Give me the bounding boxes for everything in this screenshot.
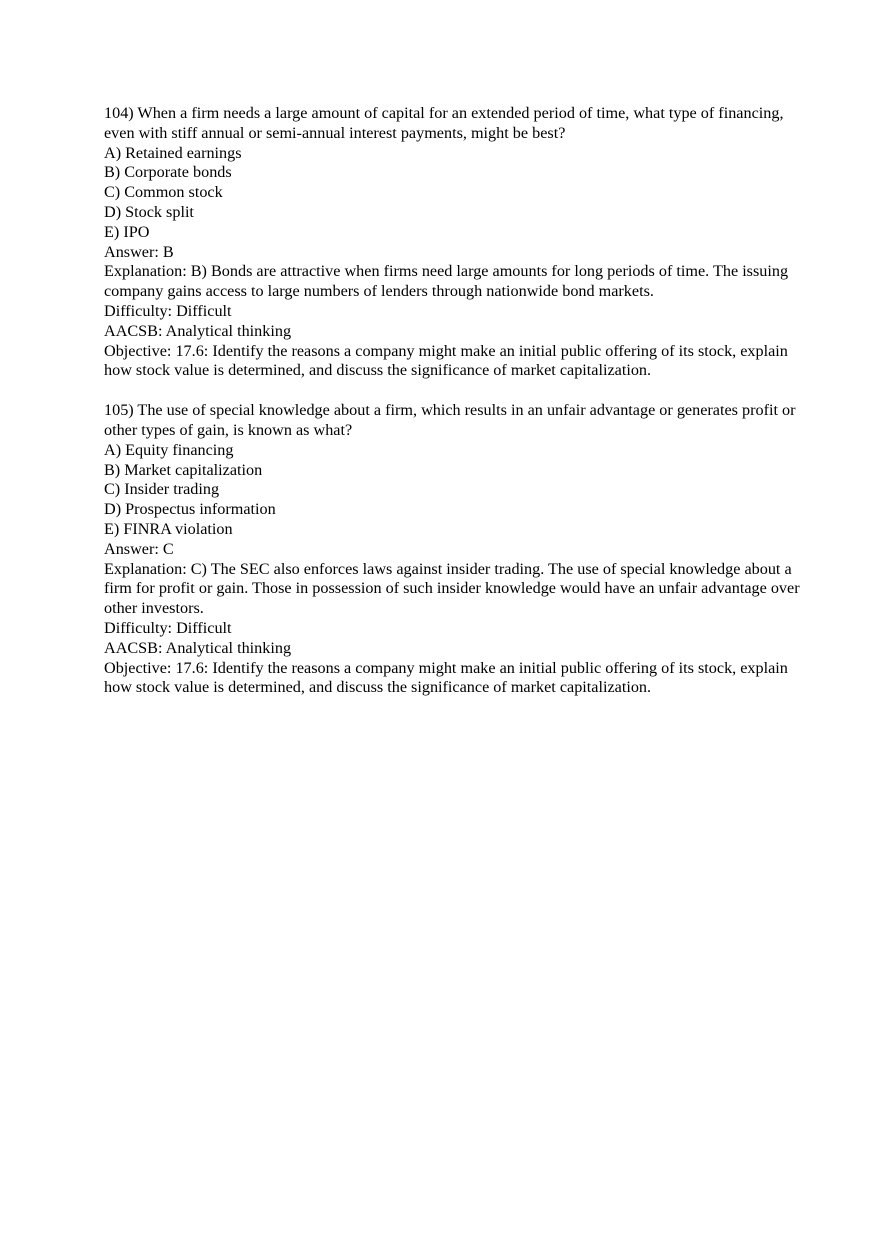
objective: Objective: 17.6: Identify the reasons a company might make an initial public offering of its stock, explain how stock value is determined, and discuss the significance of market capitalization. bbox=[104, 658, 788, 697]
difficulty: Difficulty: Difficult bbox=[104, 618, 232, 637]
option-b: B) Corporate bonds bbox=[104, 163, 232, 182]
option-d: D) Stock split bbox=[104, 202, 194, 221]
question-105 bbox=[104, 401, 804, 698]
explanation: Explanation: C) The SEC also enforces laws against insider trading. The use of special knowledge about a firm for profit or gain. Those in possession of such insider knowledge would have an unfair advantage over other investors. bbox=[104, 559, 800, 618]
question-stem: 104) When a firm needs a large amount of capital for an extended period of time, what type of financing, even with stiff annual or semi-annual interest payments, might be best? bbox=[104, 104, 784, 142]
explanation: Explanation: B) Bonds are attractive when firms need large amounts for long periods of time. The issuing company gains access to large numbers of lenders through nationwide bond markets. bbox=[104, 262, 789, 301]
option-e: E) FINRA violation bbox=[104, 519, 233, 538]
option-d: D) Prospectus information bbox=[104, 500, 276, 519]
option-a: A) Equity financing bbox=[104, 440, 234, 459]
option-c: C) Insider trading bbox=[104, 480, 220, 499]
option-e: E) IPO bbox=[104, 222, 150, 241]
objective: Objective: 17.6: Identify the reasons a company might make an initial public offering of its stock, explain how stock value is determined, and discuss the significance of market capitalization. bbox=[104, 341, 788, 380]
option-a: A) Retained earnings bbox=[104, 143, 242, 162]
answer: Answer: B bbox=[104, 242, 174, 261]
document-page bbox=[104, 104, 804, 718]
question-104 bbox=[104, 104, 804, 381]
answer: Answer: C bbox=[104, 539, 174, 558]
difficulty: Difficulty: Difficult bbox=[104, 301, 232, 320]
question-stem: 105) The use of special knowledge about a firm, which results in an unfair advantage or generates profit or other types of gain, is known as what? bbox=[104, 401, 796, 439]
option-c: C) Common stock bbox=[104, 183, 223, 202]
aacsb: AACSB: Analytical thinking bbox=[104, 638, 292, 657]
aacsb: AACSB: Analytical thinking bbox=[104, 321, 292, 340]
option-b: B) Market capitalization bbox=[104, 460, 263, 479]
